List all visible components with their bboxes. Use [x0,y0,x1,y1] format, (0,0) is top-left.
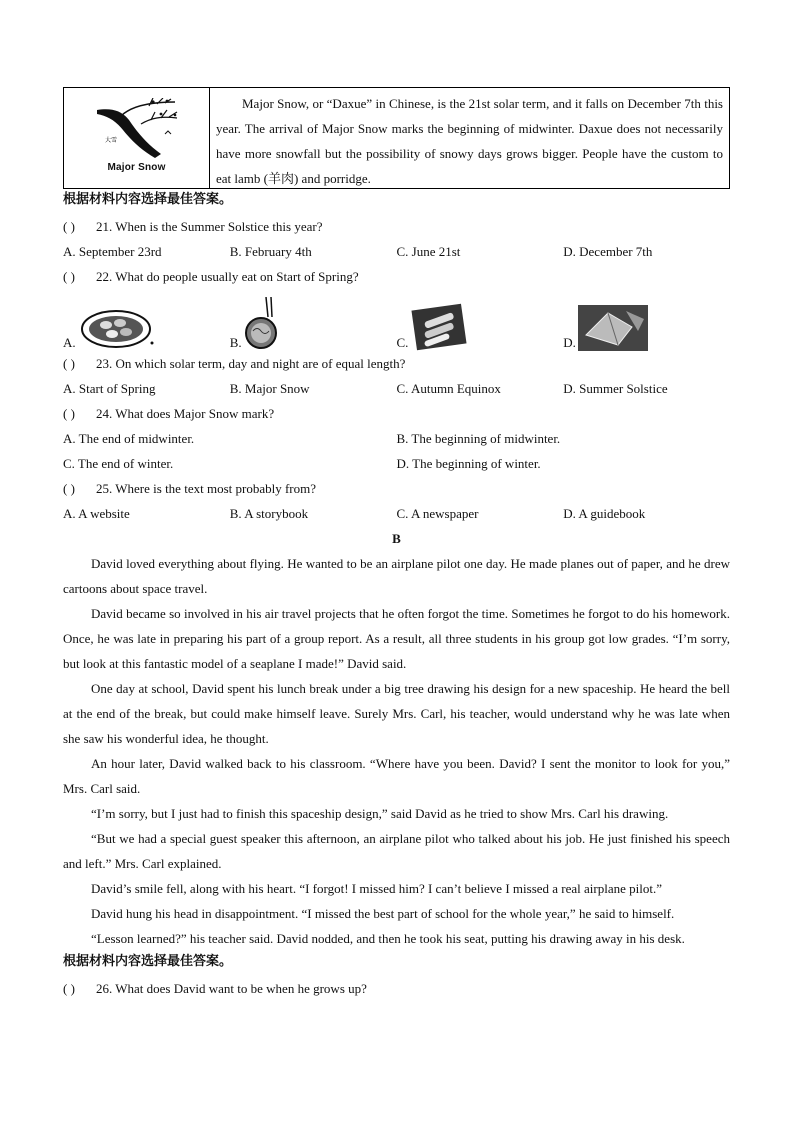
question-21 [63,214,730,239]
option-a[interactable]: A. Start of Spring [63,381,156,396]
option-b[interactable]: B. A storybook [229,506,309,521]
story-passage [63,551,730,951]
spring-rolls-icon [410,303,468,351]
question-26-text: 26. What does David want to be when he grows up? [96,981,367,996]
question-24-text: 24. What does Major Snow mark? [96,406,275,421]
story-paragraph: “But we had a special guest speaker this afternoon, an airplane pilot who talked about his job. He just finished his speech and left.” Mrs. Carl explained. [63,831,730,871]
major-snow-infobox [63,87,730,189]
major-snow-illustration [64,88,210,188]
option-c[interactable]: C. The end of winter. [63,456,174,471]
section-b-title: B [392,531,401,546]
option-c-label: C. [396,335,409,350]
option-d[interactable]: D. The beginning of winter. [396,456,541,471]
question-22 [63,264,730,289]
option-d[interactable]: D. December 7th [563,244,653,259]
major-snow-text: Major Snow, or “Daxue” in Chinese, is the 21st solar term, and it falls on December 7th this year. The arrival of Major Snow marks the beginning of midwinter. Daxue does not necessarily have more snowfall but the possibility of snowy days grows bigger. People have the custom to eat lamb (羊肉) and porridge. [216,96,723,186]
question-23 [63,351,730,376]
question-21-text: 21. When is the Summer Solstice this year? [96,219,323,234]
option-d-label: D. [563,335,576,350]
worksheet-page [63,87,730,1001]
question-22-text: 22. What do people usually eat on Start of Spring? [96,269,359,284]
story-paragraph: “Lesson learned?” his teacher said. David nodded, and then he took his seat, putting his drawing away in his desk. [91,931,685,946]
answer-blank[interactable]: ( ) [63,406,75,421]
option-b-label: B. [229,335,242,350]
option-d[interactable]: D. A guidebook [563,506,646,521]
story-paragraph: David loved everything about flying. He wanted to be an airplane pilot one day. He made planes out of paper, and he drew cartoons about space travel. [63,556,730,596]
answer-blank[interactable]: ( ) [63,269,75,284]
option-b[interactable]: B. February 4th [229,244,312,259]
story-paragraph: David hung his head in disappointment. “I missed the best part of school for the whole year,” he said to himself. [91,906,675,921]
question-25-text: 25. Where is the text most probably from? [96,481,316,496]
answer-blank[interactable]: ( ) [63,219,75,234]
question-24-options-row2 [63,451,730,476]
question-23-options [63,376,730,401]
option-d[interactable] [563,305,730,351]
story-paragraph: One day at school, David spent his lunch break under a big tree drawing his design for a new spaceship. He heard the bell at the end of the break, but could make himself leave. Surely Mrs. Carl, his teacher, would understand why he was late when she saw his wonderful idea, he thought. [63,681,730,746]
image-caption: Major Snow [107,162,166,173]
option-c[interactable]: C. Autumn Equinox [396,381,501,396]
story-paragraph: An hour later, David walked back to his classroom. “Where have you been. David? I sent the monitor to look for you,” Mrs. Carl said. [63,756,730,796]
image-stamp-text: 大雪 [104,138,117,144]
snowy-branch-icon [91,98,183,160]
option-d[interactable]: D. Summer Solstice [563,381,668,396]
answer-blank[interactable]: ( ) [63,981,75,996]
question-23-text: 23. On which solar term, day and night are of equal length? [96,356,406,371]
option-b[interactable]: B. Major Snow [229,381,310,396]
question-25-options [63,501,730,526]
option-c[interactable] [397,303,564,351]
zongzi-icon [578,305,648,351]
instruction-heading-b: 根据材料内容选择最佳答案。 [63,954,233,969]
question-24-options-row1 [63,426,730,451]
option-a[interactable]: A. The end of midwinter. [63,431,195,446]
answer-blank[interactable]: ( ) [63,356,75,371]
option-b[interactable] [230,297,397,351]
dumplings-plate-icon [78,307,154,351]
answer-blank[interactable]: ( ) [63,481,75,496]
option-a-label: A. [63,335,76,350]
noodle-bowl-icon [244,297,278,351]
question-22-options [63,289,730,351]
option-a[interactable]: A. September 23rd [63,244,162,259]
question-25 [63,476,730,501]
question-24 [63,401,730,426]
instruction-heading-a: 根据材料内容选择最佳答案。 [63,192,233,207]
option-c[interactable]: C. June 21st [396,244,461,259]
option-a[interactable] [63,307,230,351]
option-a[interactable]: A. A website [63,506,130,521]
option-c[interactable]: C. A newspaper [396,506,479,521]
story-paragraph: David’s smile fell, along with his heart. “I forgot! I missed him? I can’t believe I missed a real airplane pilot.” [91,881,662,896]
story-paragraph: David became so involved in his air travel projects that he often forgot the time. Sometimes he forgot to do his homework. Once, he was late in preparing his part of a group report. As a result, all three students in his group got low grades. “I’m sorry, but look at this fantastic model of a seaplane I made!” David said. [63,606,730,671]
option-b[interactable]: B. The beginning of midwinter. [396,431,561,446]
question-26 [63,976,730,1001]
story-paragraph: “I’m sorry, but I just had to finish this spaceship design,” said David as he tried to show Mrs. Carl his drawing. [91,806,669,821]
question-21-options [63,239,730,264]
